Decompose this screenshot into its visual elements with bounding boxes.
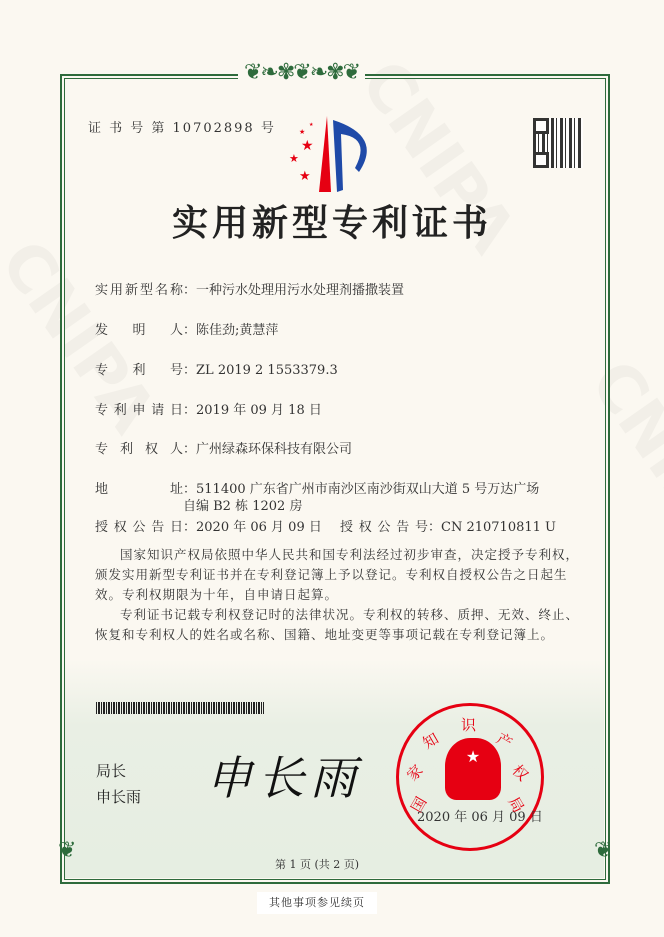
star-icon: ★ [299, 169, 311, 184]
paragraph: 专利证书记载专利权登记时的法律状况。专利权的转移、质押、无效、终止、恢复和专利权人的姓名或名称、国籍、地址变更等事项记载在专利登记簿上。 [95, 607, 580, 642]
star-icon: ★ [301, 138, 314, 154]
paragraph: 国家知识产权局依照中华人民共和国专利法经过初步审查，决定授予专利权，颁发实用新型专利证书并在专利登记簿上予以登记。专利权自授权公告之日起生效。专利权期限为十年，自申请日起算。 [95, 547, 580, 602]
field-application-date: 专利申请日：2019 年 09 月 18 日 [95, 403, 322, 418]
corner-ornament-icon: ❦ [58, 838, 75, 863]
footer-note: 其他事项参见续页 [257, 892, 377, 914]
field-grant-date: 授权公告日：2020 年 06 月 09 日 [95, 520, 322, 535]
qr-code [533, 118, 583, 168]
corner-ornament-icon: ❦ [594, 838, 611, 863]
page-number: 第 1 页 (共 2 页) [274, 858, 360, 871]
top-ornament-icon: ❦❧✾❦❧✾❦ [238, 60, 365, 85]
signature: 申长雨 [206, 751, 362, 805]
star-icon: ★ [289, 152, 299, 165]
star-icon: ★ [309, 122, 314, 128]
legal-text [95, 545, 583, 645]
field-address-line2: 自编 B2 栋 1202 房 [183, 499, 303, 514]
logo-red-stroke [319, 116, 331, 192]
field-patentee: 专利权人：广州绿森环保科技有限公司 [95, 442, 353, 457]
seal-date: 2020 年 06 月 09 日 [417, 810, 543, 825]
field-address: 地址：511400 广东省广州市南沙区南沙街双山大道 5 号万达广场 [95, 482, 540, 497]
field-name: 实用新型名称：一种污水处理用污水处理剂播撒装置 [95, 283, 405, 298]
logo-blue-stroke [333, 120, 367, 192]
signatory-title: 局长 [96, 762, 127, 780]
cnipa-logo [285, 116, 381, 192]
national-emblem-icon: ★ [445, 738, 501, 800]
certificate-number: 证 书 号 第 10702898 号 [88, 121, 276, 136]
official-seal: ★ 国 家 知 识 产 权 局 2020 年 06 月 09 日 [396, 703, 544, 851]
star-icon: ★ [299, 128, 306, 136]
signatory-name: 申长雨 [96, 788, 142, 806]
field-inventor: 发明人：陈佳劲;黄慧萍 [95, 323, 279, 338]
field-grant-number: 授权公告号：CN 210710811 U [340, 520, 556, 535]
page-title: 实用新型专利证书 [171, 203, 492, 244]
field-patent-number: 专利号：ZL 2019 2 1553379.3 [95, 363, 338, 378]
barcode [96, 702, 264, 714]
